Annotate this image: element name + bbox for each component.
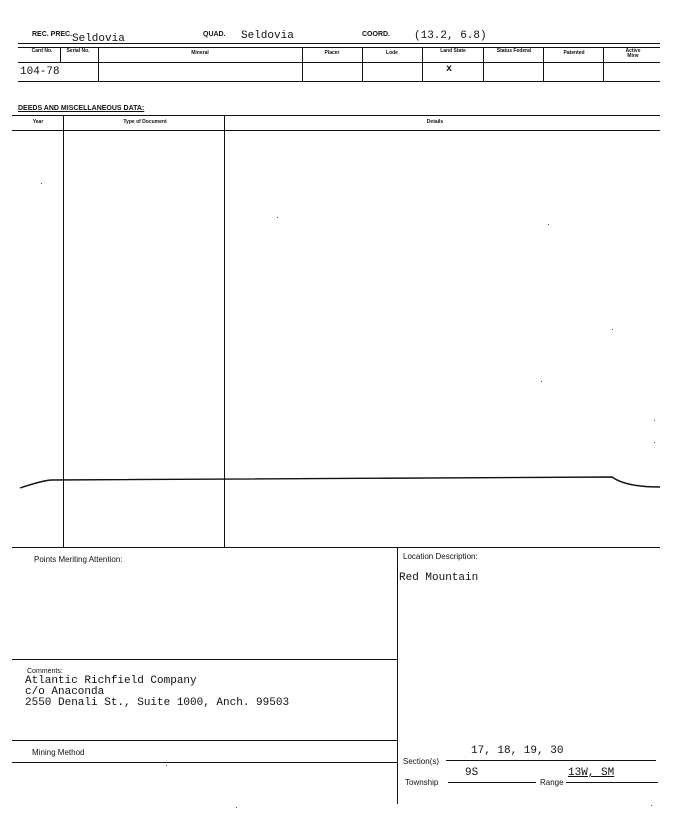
- status-table-header-rule: [18, 62, 660, 63]
- sections-label: Section(s): [403, 757, 440, 766]
- status-col-divider: [603, 47, 604, 81]
- bottom-section-rule: [12, 547, 660, 548]
- sections-underline: [446, 760, 656, 761]
- bottom-center-divider: [397, 547, 398, 804]
- status-col-divider: [543, 47, 544, 81]
- status-col-divider: [302, 47, 303, 81]
- status-col-divider: [483, 47, 484, 81]
- deeds-col-year: Year: [32, 119, 44, 125]
- scan-speck: [654, 420, 655, 421]
- comments-top-rule: [12, 659, 397, 660]
- rec-prec-label: REC. PREC.: [32, 31, 73, 38]
- deeds-col-details: Details: [426, 119, 444, 125]
- quad-value: Seldovia: [241, 30, 294, 42]
- header-lode: Lode: [386, 50, 398, 56]
- range-underline: [566, 782, 658, 783]
- carbon-fold-line: [0, 470, 678, 492]
- sections-value: 17, 18, 19, 30: [471, 745, 564, 757]
- points-meriting-attention-label: Points Meriting Attention:: [34, 555, 123, 564]
- header-serial-no: Serial No.: [66, 48, 90, 54]
- scan-speck: [166, 765, 167, 766]
- status-table-bottom-rule: [18, 81, 660, 82]
- deeds-col-type: Type of Document: [123, 119, 167, 125]
- comments-label: Comments:: [27, 668, 63, 675]
- comments-line-2: c/o Anaconda: [25, 686, 105, 698]
- scan-speck: [277, 217, 278, 218]
- scan-speck: [548, 224, 549, 225]
- deeds-table-header-rule: [12, 130, 660, 131]
- township-value: 9S: [465, 767, 479, 779]
- township-label: Township: [405, 778, 439, 787]
- scan-speck: [236, 807, 237, 808]
- mining-method-bottom-rule: [12, 762, 397, 763]
- mining-method-label: Mining Method: [32, 748, 85, 757]
- scan-speck: [651, 805, 652, 806]
- range-value: 13W, SM: [568, 767, 615, 779]
- scan-speck: [41, 183, 42, 184]
- status-col-divider: [60, 47, 61, 62]
- comments-line-3: 2550 Denali St., Suite 1000, Anch. 99503: [25, 697, 290, 709]
- deeds-section-title: DEEDS AND MISCELLANEOUS DATA:: [18, 105, 145, 112]
- coord-value: (13.2, 6.8): [414, 30, 487, 42]
- township-underline: [448, 782, 536, 783]
- scan-speck: [654, 442, 655, 443]
- scan-speck: [541, 381, 542, 382]
- range-label: Range: [540, 778, 564, 787]
- header-card-no: Card No.: [31, 48, 53, 54]
- header-patented: Patented: [563, 50, 585, 56]
- header-mineral: Mineral: [191, 50, 209, 56]
- land-state-mark: x: [446, 64, 453, 75]
- card-number-value: 104-78: [20, 66, 60, 78]
- status-col-divider: [422, 47, 423, 81]
- status-col-divider: [362, 47, 363, 81]
- header-underline: [18, 43, 660, 44]
- deeds-table-top-rule: [12, 115, 660, 116]
- scan-speck: [612, 329, 613, 330]
- status-table-top-rule: [18, 47, 660, 48]
- comments-line-1: Atlantic Richfield Company: [25, 675, 197, 687]
- header-status-federal: Status Federal: [496, 48, 532, 54]
- rec-prec-value: Seldovia: [72, 33, 125, 45]
- header-active-mine: Active Mine: [625, 48, 641, 59]
- coord-label: COORD.: [362, 31, 390, 38]
- quad-label: QUAD.: [203, 31, 226, 38]
- location-description-value: Red Mountain: [399, 572, 479, 584]
- header-land-state: Land State: [440, 48, 466, 54]
- location-description-label: Location Description:: [403, 552, 478, 561]
- status-col-divider: [98, 47, 99, 81]
- header-placer: Placer: [324, 50, 340, 56]
- mining-method-top-rule: [12, 740, 397, 741]
